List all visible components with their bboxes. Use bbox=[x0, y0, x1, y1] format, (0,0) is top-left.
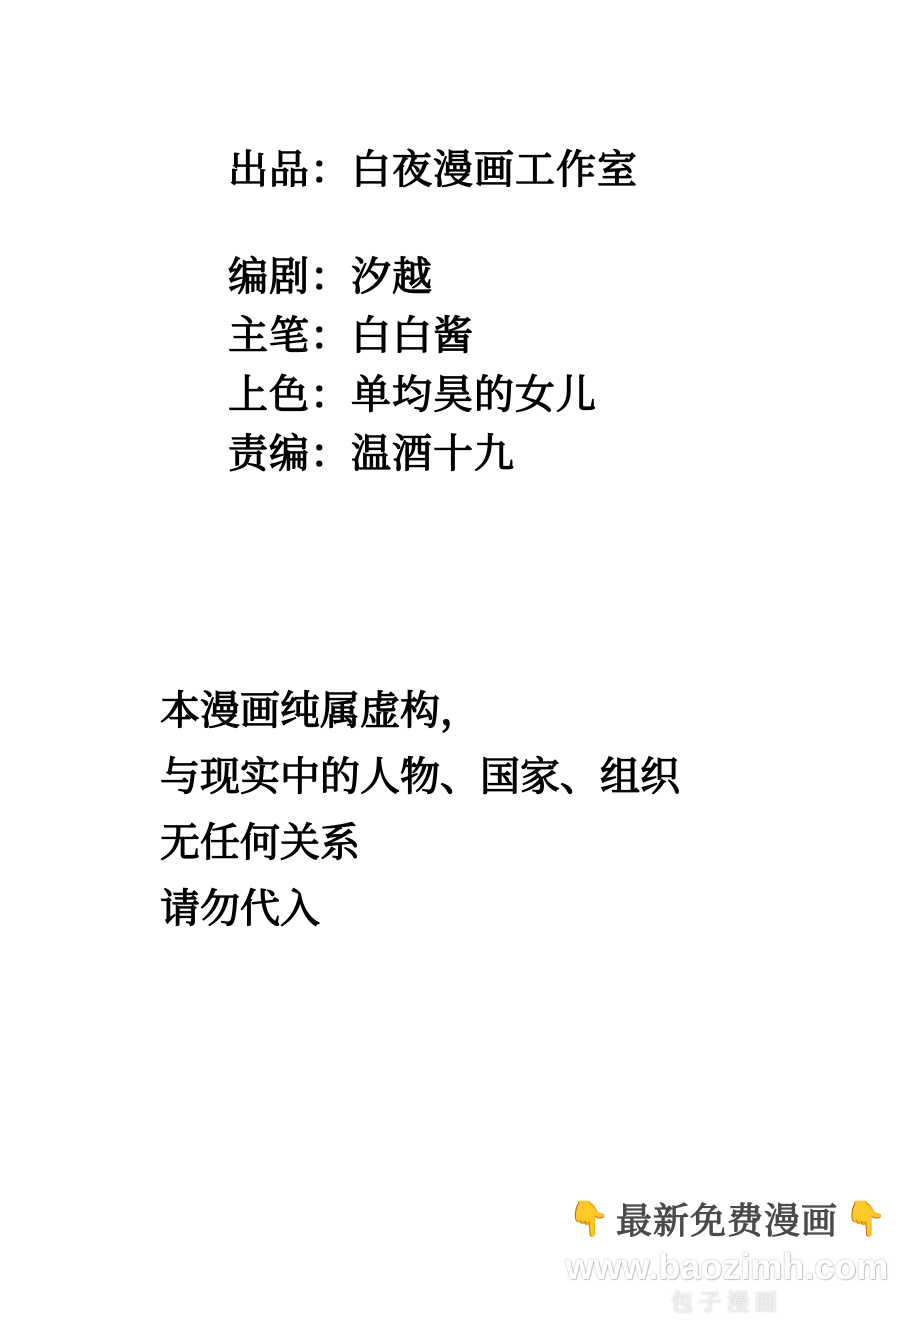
disclaimer-line-2: 与现实中的人物、国家、组织 bbox=[160, 755, 680, 799]
disclaimer-block bbox=[160, 678, 860, 942]
watermark-subtext: 包子漫画 bbox=[670, 1290, 783, 1315]
credit-colorist: 上色：单均昊的女儿 bbox=[228, 373, 597, 417]
site-watermark bbox=[562, 1199, 892, 1315]
disclaimer-line-4: 请勿代入 bbox=[160, 887, 320, 931]
credit-editor: 责编：温酒十九 bbox=[228, 432, 515, 476]
credits-block bbox=[228, 140, 848, 484]
watermark-title-row bbox=[568, 1193, 887, 1244]
credit-artist: 主笔：白白酱 bbox=[228, 314, 474, 358]
watermark-url: www.baozimh.com bbox=[565, 1246, 889, 1287]
pointing-hand-left-icon: 👇 bbox=[567, 1199, 610, 1238]
watermark-title: 最新免费漫画 bbox=[615, 1200, 838, 1241]
credit-producer: 出品：白夜漫画工作室 bbox=[228, 148, 638, 192]
disclaimer-line-3: 无任何关系 bbox=[160, 821, 360, 865]
credit-writer: 编剧：汐越 bbox=[228, 255, 433, 299]
disclaimer-line-1: 本漫画纯属虚构， bbox=[160, 689, 480, 733]
pointing-hand-right-icon: 👇 bbox=[844, 1199, 887, 1238]
